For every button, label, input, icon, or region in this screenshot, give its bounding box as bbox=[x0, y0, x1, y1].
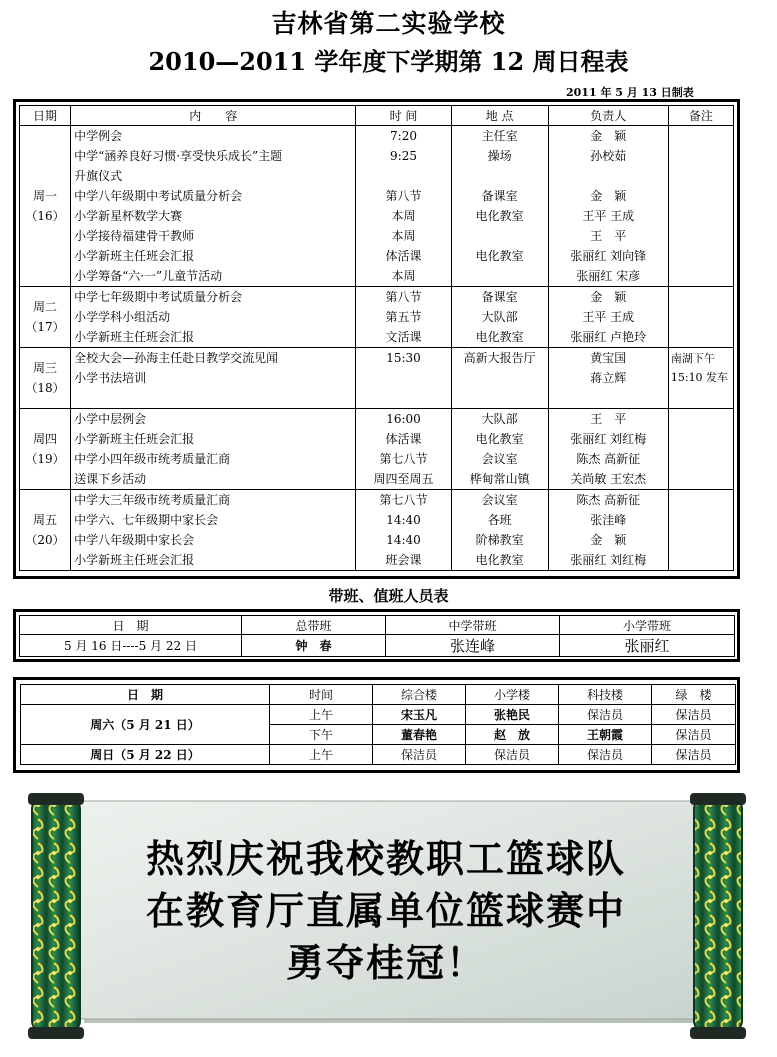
day-block bbox=[20, 409, 734, 490]
person-cell: 张丽红 刘向锋 bbox=[570, 249, 647, 263]
time-cell bbox=[356, 368, 450, 388]
note-cell bbox=[668, 126, 733, 287]
activity-cell: 中学大三年级市统考质量汇商 bbox=[74, 493, 231, 507]
place-cell: 电化教室 bbox=[475, 249, 524, 263]
day-number: （17） bbox=[25, 320, 65, 334]
person-cell: 金 颖 bbox=[590, 290, 627, 304]
clean-cell: 宋玉凡 bbox=[373, 705, 466, 725]
note-cell: 南湖下午 15:10 发车 bbox=[668, 348, 733, 409]
person-cell bbox=[549, 388, 668, 408]
place-column bbox=[451, 490, 548, 571]
schedule-table-frame bbox=[13, 99, 740, 579]
day-block bbox=[20, 126, 734, 287]
day-name: 周三 bbox=[33, 361, 58, 375]
person-column bbox=[548, 490, 668, 571]
clean-date-saturday: 周六（5 月 21 日） bbox=[21, 705, 270, 745]
person-cell: 张丽红 刘红梅 bbox=[570, 553, 647, 567]
activity-cell: 中学小四年级市统考质量汇商 bbox=[74, 452, 231, 466]
clean-header-building1: 综合楼 bbox=[373, 685, 466, 705]
clean-time: 上午 bbox=[270, 705, 373, 725]
place-cell: 操场 bbox=[487, 149, 512, 163]
clean-cell: 董春艳 bbox=[373, 725, 466, 745]
time-cell: 16:00 bbox=[386, 412, 421, 426]
header-time: 时 间 bbox=[356, 106, 451, 126]
place-cell: 备课室 bbox=[481, 189, 518, 203]
person-cell: 陈杰 高新征 bbox=[576, 493, 641, 507]
clean-cell: 王朝霞 bbox=[559, 725, 652, 745]
duty-table bbox=[19, 615, 735, 657]
day-number: （16） bbox=[25, 209, 65, 223]
duty-date: 5 月 16 日----5 月 22 日 bbox=[20, 635, 242, 657]
clean-cell: 保洁员 bbox=[559, 705, 652, 725]
time-column bbox=[356, 348, 451, 409]
banner-line-1: 热烈庆祝我校教职工篮球队 bbox=[145, 836, 626, 881]
note-cell bbox=[668, 409, 733, 490]
note-cell bbox=[668, 287, 733, 348]
place-cell: 会议室 bbox=[481, 493, 518, 507]
time-cell bbox=[356, 388, 450, 408]
person-cell: 关尚敏 王宏杰 bbox=[570, 472, 647, 486]
day-block bbox=[20, 287, 734, 348]
activity-cell: 小学新班主任班会汇报 bbox=[74, 330, 195, 344]
duty-general: 钟 春 bbox=[242, 635, 386, 657]
header-note: 备注 bbox=[668, 106, 733, 126]
clean-cell: 赵 放 bbox=[466, 725, 559, 745]
time-cell: 本周 bbox=[391, 209, 416, 223]
person-cell: 张洼峰 bbox=[590, 513, 627, 527]
activity-cell: 小学新班主任班会汇报 bbox=[74, 553, 195, 567]
place-cell: 各班 bbox=[487, 513, 512, 527]
activity-column bbox=[71, 126, 356, 287]
person-cell: 王 平 bbox=[590, 412, 627, 426]
header-place: 地 点 bbox=[451, 106, 548, 126]
day-label bbox=[20, 348, 71, 409]
scroll-left-cap-bottom bbox=[28, 1027, 84, 1039]
place-cell: 大队部 bbox=[481, 412, 518, 426]
day-label bbox=[20, 409, 71, 490]
place-cell bbox=[452, 166, 548, 186]
time-cell: 第七八节 bbox=[379, 452, 428, 466]
duty-header-date: 日 期 bbox=[20, 616, 242, 635]
activity-cell: 送课下乡活动 bbox=[74, 472, 147, 486]
day-number: （20） bbox=[25, 533, 65, 547]
person-column bbox=[548, 409, 668, 490]
time-cell: 第五节 bbox=[385, 310, 422, 324]
place-cell: 高新大报告厅 bbox=[463, 351, 536, 365]
place-cell: 阶梯教室 bbox=[475, 533, 524, 547]
duty-heading: 带班、值班人员表 bbox=[328, 587, 449, 605]
clean-cell: 保洁员 bbox=[652, 745, 736, 765]
place-cell bbox=[452, 266, 548, 286]
activity-cell: 小学接待福建骨干教师 bbox=[74, 229, 195, 243]
day-name: 周二 bbox=[33, 300, 58, 314]
clean-header-time: 时间 bbox=[270, 685, 373, 705]
duty-middle: 张连峰 bbox=[386, 635, 560, 657]
day-block bbox=[20, 490, 734, 571]
person-column bbox=[548, 287, 668, 348]
clean-header-building3: 科技楼 bbox=[559, 685, 652, 705]
duty-header-primary: 小学带班 bbox=[560, 616, 735, 635]
duty-table-frame bbox=[13, 609, 740, 662]
person-cell: 陈杰 高新征 bbox=[576, 452, 641, 466]
place-cell: 电化教室 bbox=[475, 330, 524, 344]
person-cell: 张丽红 卢艳玲 bbox=[570, 330, 647, 344]
day-label bbox=[20, 126, 71, 287]
clean-time: 下午 bbox=[270, 725, 373, 745]
day-number: （18） bbox=[25, 381, 65, 395]
duty-header-middle: 中学带班 bbox=[386, 616, 560, 635]
day-label bbox=[20, 287, 71, 348]
place-cell: 主任室 bbox=[481, 129, 518, 143]
place-column bbox=[451, 348, 548, 409]
time-cell: 体活课 bbox=[385, 249, 422, 263]
place-column bbox=[451, 126, 548, 287]
place-column bbox=[451, 409, 548, 490]
scroll-left-roll bbox=[32, 799, 80, 1031]
activity-cell: 中学七年级期中考试质量分析会 bbox=[74, 290, 243, 304]
time-column bbox=[356, 287, 451, 348]
person-cell: 王 平 bbox=[590, 229, 627, 243]
time-column bbox=[356, 126, 451, 287]
time-cell: 本周 bbox=[391, 229, 416, 243]
schedule-table bbox=[19, 105, 734, 571]
activity-cell: 中学例会 bbox=[74, 129, 123, 143]
time-cell: 本周 bbox=[391, 269, 416, 283]
scroll-right-cap-top bbox=[690, 793, 746, 805]
clean-cell: 保洁员 bbox=[652, 725, 736, 745]
activity-cell: 小学筹备“六·一”儿童节活动 bbox=[74, 269, 223, 283]
clean-header-date: 日 期 bbox=[21, 685, 270, 705]
banner-line-2: 在教育厅直属单位篮球赛中 bbox=[145, 888, 626, 933]
note-cell bbox=[668, 490, 733, 571]
time-cell: 14:40 bbox=[386, 513, 421, 527]
time-cell: 第七八节 bbox=[379, 493, 428, 507]
day-name: 周四 bbox=[33, 432, 58, 446]
clean-time: 上午 bbox=[270, 745, 373, 765]
schedule-subtitle: 2010—2011 学年度下学期第 12 周日程表 bbox=[148, 47, 629, 76]
activity-cell: 升旗仪式 bbox=[74, 169, 123, 183]
time-cell: 体活课 bbox=[385, 432, 422, 446]
person-cell bbox=[549, 166, 668, 186]
school-title: 吉林省第二实验学校 bbox=[271, 9, 506, 38]
day-block bbox=[20, 348, 734, 409]
clean-cell: 张艳民 bbox=[466, 705, 559, 725]
activity-column bbox=[71, 348, 356, 409]
day-name: 周一 bbox=[33, 189, 58, 203]
duty-primary: 张丽红 bbox=[560, 635, 735, 657]
person-column bbox=[548, 126, 668, 287]
place-cell bbox=[452, 388, 548, 408]
person-cell: 孙校茹 bbox=[590, 149, 627, 163]
time-cell: 周四至周五 bbox=[373, 472, 434, 486]
activity-cell: 小学书法培训 bbox=[74, 371, 147, 385]
scroll-left-cap-top bbox=[28, 793, 84, 805]
time-cell: 文活课 bbox=[385, 330, 422, 344]
person-cell: 金 颖 bbox=[590, 189, 627, 203]
day-name: 周五 bbox=[33, 513, 58, 527]
time-cell: 第八节 bbox=[385, 290, 422, 304]
place-column bbox=[451, 287, 548, 348]
clean-cell: 保洁员 bbox=[466, 745, 559, 765]
time-cell: 14:40 bbox=[386, 533, 421, 547]
person-cell: 金 颖 bbox=[590, 129, 627, 143]
time-cell: 15:30 bbox=[386, 351, 421, 365]
day-label bbox=[20, 490, 71, 571]
person-cell: 张丽红 宋彦 bbox=[576, 269, 641, 283]
activity-cell: 小学新班主任班会汇报 bbox=[74, 249, 195, 263]
schedule-header-row bbox=[20, 106, 734, 126]
time-cell: 第八节 bbox=[385, 189, 422, 203]
clean-date-sunday: 周日（5 月 22 日） bbox=[21, 745, 270, 765]
place-cell: 电化教室 bbox=[475, 432, 524, 446]
clean-cell: 保洁员 bbox=[559, 745, 652, 765]
person-cell: 王平 王成 bbox=[582, 209, 635, 223]
header-date: 日期 bbox=[20, 106, 71, 126]
made-date: 2011 年 5 月 13 日制表 bbox=[566, 86, 694, 99]
time-cell: 班会课 bbox=[385, 553, 422, 567]
activity-cell: 中学八年级期中考试质量分析会 bbox=[74, 189, 243, 203]
place-cell: 大队部 bbox=[481, 310, 518, 324]
place-cell bbox=[452, 368, 548, 388]
person-cell: 黄宝国 bbox=[590, 351, 627, 365]
person-column bbox=[548, 348, 668, 409]
cleaning-table bbox=[20, 684, 736, 765]
activity-cell: 小学新星杯数学大赛 bbox=[74, 209, 183, 223]
person-cell: 王平 王成 bbox=[582, 310, 635, 324]
time-column bbox=[356, 409, 451, 490]
banner-line-3: 勇夺桂冠！ bbox=[285, 940, 486, 985]
clean-header-building2: 小学楼 bbox=[466, 685, 559, 705]
time-cell: 7:20 bbox=[390, 129, 417, 143]
clean-header-building4: 绿 楼 bbox=[652, 685, 736, 705]
person-cell: 蒋立辉 bbox=[590, 371, 627, 385]
day-number: （19） bbox=[25, 452, 65, 466]
activity-cell: 中学“涵养良好习惯·享受快乐成长”主题 bbox=[74, 149, 283, 163]
time-cell: 9:25 bbox=[390, 149, 417, 163]
scroll-right-roll bbox=[694, 799, 742, 1031]
place-cell: 会议室 bbox=[481, 452, 518, 466]
clean-cell: 保洁员 bbox=[373, 745, 466, 765]
banner-text bbox=[96, 833, 676, 989]
header-person: 负责人 bbox=[548, 106, 668, 126]
activity-cell: 全校大会—孙海主任赴日教学交流见闻 bbox=[74, 351, 279, 365]
place-cell: 电化教室 bbox=[475, 209, 524, 223]
cleaning-table-frame bbox=[13, 677, 740, 773]
place-cell bbox=[452, 226, 548, 246]
activity-column bbox=[71, 287, 356, 348]
activity-cell: 小学新班主任班会汇报 bbox=[74, 432, 195, 446]
scroll-right-cap-bottom bbox=[690, 1027, 746, 1039]
duty-header-general: 总带班 bbox=[242, 616, 386, 635]
activity-cell bbox=[74, 388, 355, 408]
person-cell: 张丽红 刘红梅 bbox=[570, 432, 647, 446]
place-cell: 备课室 bbox=[481, 290, 518, 304]
activity-column bbox=[71, 490, 356, 571]
activity-cell: 小学中层例会 bbox=[74, 412, 147, 426]
time-cell bbox=[356, 166, 450, 186]
place-cell: 电化教室 bbox=[475, 553, 524, 567]
header-content: 内 容 bbox=[71, 106, 356, 126]
place-cell: 桦甸常山镇 bbox=[469, 472, 530, 486]
person-cell: 金 颖 bbox=[590, 533, 627, 547]
activity-cell: 小学学科小组活动 bbox=[74, 310, 171, 324]
activity-cell: 中学六、七年级期中家长会 bbox=[74, 513, 219, 527]
activity-cell: 中学八年级期中家长会 bbox=[74, 533, 195, 547]
clean-cell: 保洁员 bbox=[652, 705, 736, 725]
activity-column bbox=[71, 409, 356, 490]
time-column bbox=[356, 490, 451, 571]
